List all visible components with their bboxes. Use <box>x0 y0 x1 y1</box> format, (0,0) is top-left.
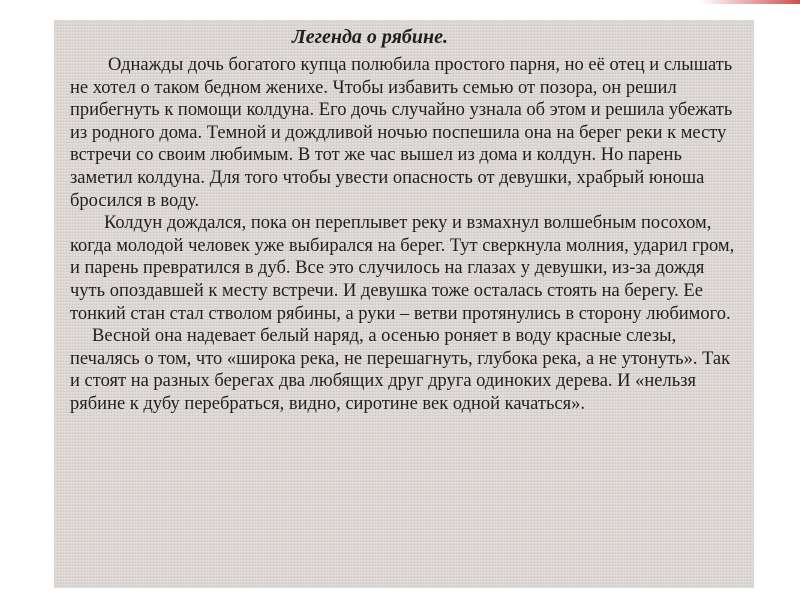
paragraph-1: Однажды дочь богатого купца полюбила простого парня, но её отец и слышать не хотел о таком бедном женихе. Чтобы избавить семью от позора, он решил прибегнуть к помощи колдуна. Его дочь случайно узнала об этом и решила убежать из родного дома. Темной и дождливой ночью поспешила она на берег реки к месту встречи со своим любимым. В тот же час вышел из дома и колдун. Но парень заметил колдуна. Для того чтобы увести опасность от девушки, храбрый юноша бросился в воду. <box>70 55 733 211</box>
paragraph-2: Колдун дождался, пока он переплывет реку и взмахнул волшебным посохом, когда молодой человек уже выбирался на берег. Тут сверкнула молния, ударил гром, и парень превратился в дуб. Все это случилось на глазах у девушки, из-за дождя чуть опоздавшей к месту встречи. И девушка тоже осталась стоять на берегу. Ее тонкий стан стал стволом рябины, а руки – ветви протянулись в сторону любимого. <box>70 213 735 324</box>
accent-band <box>700 0 800 4</box>
text-panel <box>54 20 754 588</box>
paragraph-3: Весной она надевает белый наряд, а осенью роняет в воду красные слезы, печалясь о том, что «широка река, не перешагнуть, глубока река, а не утонуть». Так и стоят на разных берегах два любящих друг друга одиноких дерева. И «нельзя рябине к дубу перебраться, видно, сиротине век одной качаться». <box>70 326 731 414</box>
legend-title: Легенда о рябине. <box>292 26 449 48</box>
